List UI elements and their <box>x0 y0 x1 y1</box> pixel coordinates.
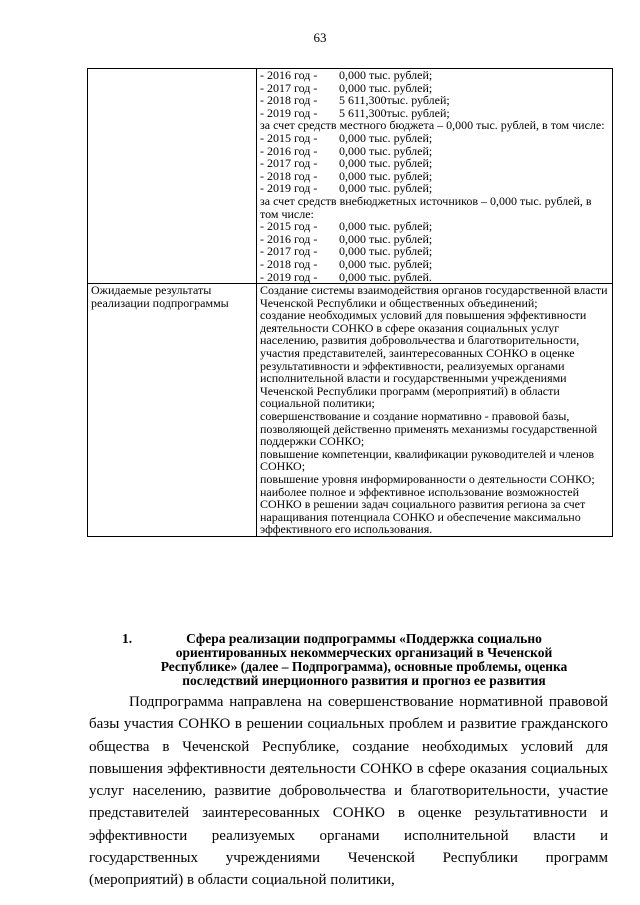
year-line: - 2018 год - 0,000 тыс. рублей; <box>260 256 433 271</box>
section-heading <box>118 632 588 688</box>
extrabudget-text: за счет средств внебюджетных источников – 0,000 тыс. рублей, в том числе: <box>260 193 592 221</box>
result-item: наиболее полное и эффективное использование возможностей СОНКО в решении задач социального развития региона за счет наращивания потенциала СОНКО и обеспечение максимально эффективного его использования. <box>260 484 586 537</box>
year-line: - 2016 год - 0,000 тыс. рублей; <box>260 143 433 158</box>
results-label: Ожидаемые результаты реализации подпрограммы <box>88 284 257 537</box>
funding-value-cell <box>257 69 613 284</box>
passport-table <box>87 68 613 537</box>
funding-row <box>88 69 613 284</box>
body-paragraph: Подпрограмма направлена на совершенствование нормативной правовой базы участия СОНКО в решении социальных проблем и развитие гражданского общества в Чеченской Республике, создание необходимых условий для повышения эффективности деятельности СОНКО в сфере оказания социальных услуг населению, развитие добровольчества и благотворительности, участие представителей заинтересованных СОНКО в оценке результативности и эффективности реализуемых органами исполнительной власти и государственных учреждениями Чеченской Республики программ (мероприятий) в области социальной политики, <box>89 694 608 889</box>
year-line: - 2019 год - 0,000 тыс. рублей; <box>260 181 433 196</box>
result-item: совершенствование и создание нормативно - правовой базы, позволяющей действенно применять механизмы государственной поддержки СОНКО; <box>260 409 598 449</box>
year-line: - 2016 год - 0,000 тыс. рублей; <box>260 231 433 246</box>
funding-label-cell <box>88 69 257 284</box>
results-row <box>88 284 613 537</box>
year-line: - 2017 год - 0,000 тыс. рублей; <box>260 244 433 259</box>
year-line: - 2015 год - 0,000 тыс. рублей; <box>260 130 433 145</box>
page-number: 63 <box>313 30 327 45</box>
year-line: - 2019 год - 5 611,300тыс. рублей; <box>260 105 450 120</box>
year-line: - 2017 год - 0,000 тыс. рублей; <box>260 156 433 171</box>
section-title: Сфера реализации подпрограммы «Поддержка социально ориентированных некоммерческих организаций в Чеченской Республике» (далее – Подпрограмма), основные проблемы, оценка последствий инерционного развития и прогноз ее развития <box>160 631 568 688</box>
result-item: создание необходимых условий для повышения эффективности деятельности СОНКО в сфере оказания социальных услуг населению, развития добровольчества и благотворительности, участия представителей, заинтересованных СОНКО в оценке результативности и эффективности, реализуемых органами исполнительной власти и государственными учреждениями Чеченской Республики программ (мероприятий) в области социальной политики; <box>260 308 587 411</box>
year-line: - 2018 год - 0,000 тыс. рублей; <box>260 168 433 183</box>
year-line: - 2018 год - 5 611,300тыс. рублей; <box>260 93 450 108</box>
section-number: 1. <box>122 631 133 646</box>
results-value-cell <box>257 284 613 537</box>
local-budget-text: за счет средств местного бюджета – 0,000 тыс. рублей, в том числе: <box>260 118 605 133</box>
result-item: Создание системы взаимодействия органов государственной власти Чеченской Республики и общественных объединений; <box>260 283 608 310</box>
year-line: - 2016 год - 0,000 тыс. рублей; <box>260 68 433 82</box>
result-item: повышение уровня информированности о деятельности СОНКО; <box>260 472 595 486</box>
year-line: - 2015 год - 0,000 тыс. рублей; <box>260 219 433 234</box>
year-line: - 2019 год - 0,000 тыс. рублей. <box>260 269 432 284</box>
year-line: - 2017 год - 0,000 тыс. рублей; <box>260 80 433 95</box>
result-item: повышение компетенции, квалификации руководителей и членов СОНКО; <box>260 446 595 474</box>
